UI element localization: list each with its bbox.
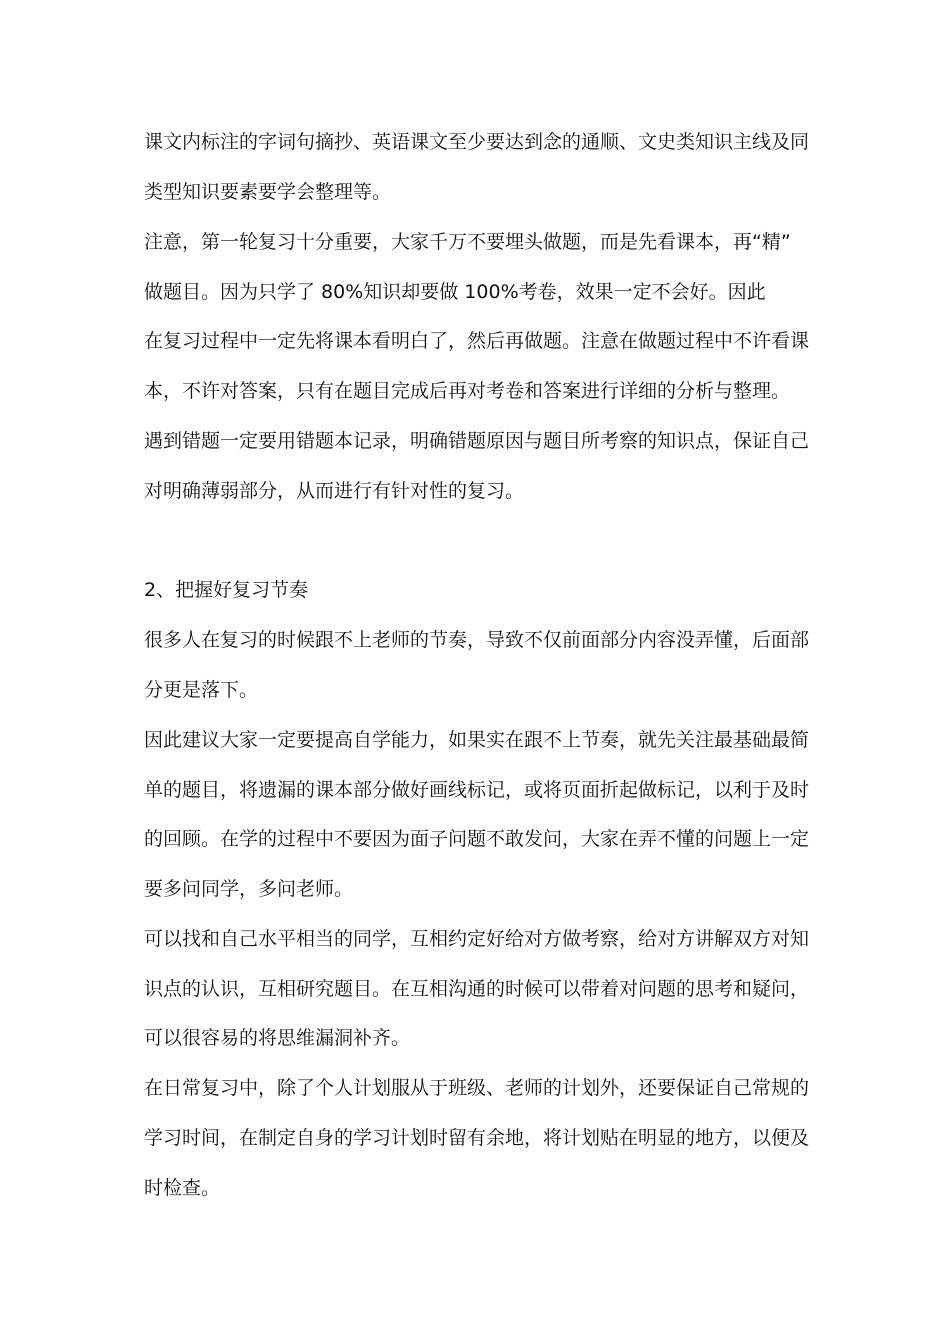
text-line: 的回顾。在学的过程中不要因为面子问题不敢发问，大家在弄不懂的问题上一定	[144, 828, 810, 850]
text-line: 在复习过程中一定先将课本看明白了，然后再做题。注意在做题过程中不许看课	[144, 330, 810, 352]
text-line: 对明确薄弱部分，从而进行有针对性的复习。	[144, 480, 525, 502]
text-line: 分更是落下。	[144, 679, 259, 701]
text-line: 在日常复习中，除了个人计划服从于班级、老师的计划外，还要保证自己常规的	[144, 1077, 810, 1099]
text-line: 识点的认识，互相研究题目。在互相沟通的时候可以带着对问题的思考和疑问，	[144, 978, 810, 1000]
text-line: 做题目。因为只学了 80%知识却要做 100%考卷，效果一定不会好。因此	[144, 281, 766, 303]
text-line: 单的题目，将遗漏的课本部分做好画线标记，或将页面折起做标记，以利于及时	[144, 779, 810, 801]
text-line: 可以很容易的将思维漏洞补齐。	[144, 1027, 411, 1049]
text-line: 类型知识要素要学会整理等。	[144, 181, 392, 203]
text-line: 学习时间，在制定自身的学习计划时留有余地，将计划贴在明显的地方，以便及	[144, 1127, 810, 1149]
text-line: 课文内标注的字词句摘抄、英语课文至少要达到念的通顺、文史类知识主线及同	[144, 131, 810, 153]
section-heading: 2、把握好复习节奏	[144, 579, 309, 601]
text-line: 遇到错题一定要用错题本记录，明确错题原因与题目所考察的知识点，保证自己	[144, 430, 810, 452]
text-line: 本，不许对答案，只有在题目完成后再对考卷和答案进行详细的分析与整理。	[144, 380, 791, 402]
text-line: 注意，第一轮复习十分重要，大家千万不要埋头做题，而是先看课本，再“精”	[144, 231, 791, 253]
text-line: 时检查。	[144, 1177, 221, 1199]
text-line: 要多问同学，多问老师。	[144, 878, 354, 900]
text-line: 可以找和自己水平相当的同学，互相约定好给对方做考察，给对方讲解双方对知	[144, 928, 810, 950]
text-line: 很多人在复习的时候跟不上老师的节奏，导致不仅前面部分内容没弄懂，后面部	[144, 629, 810, 651]
text-line: 因此建议大家一定要提高自学能力，如果实在跟不上节奏，就先关注最基础最简	[144, 729, 810, 751]
